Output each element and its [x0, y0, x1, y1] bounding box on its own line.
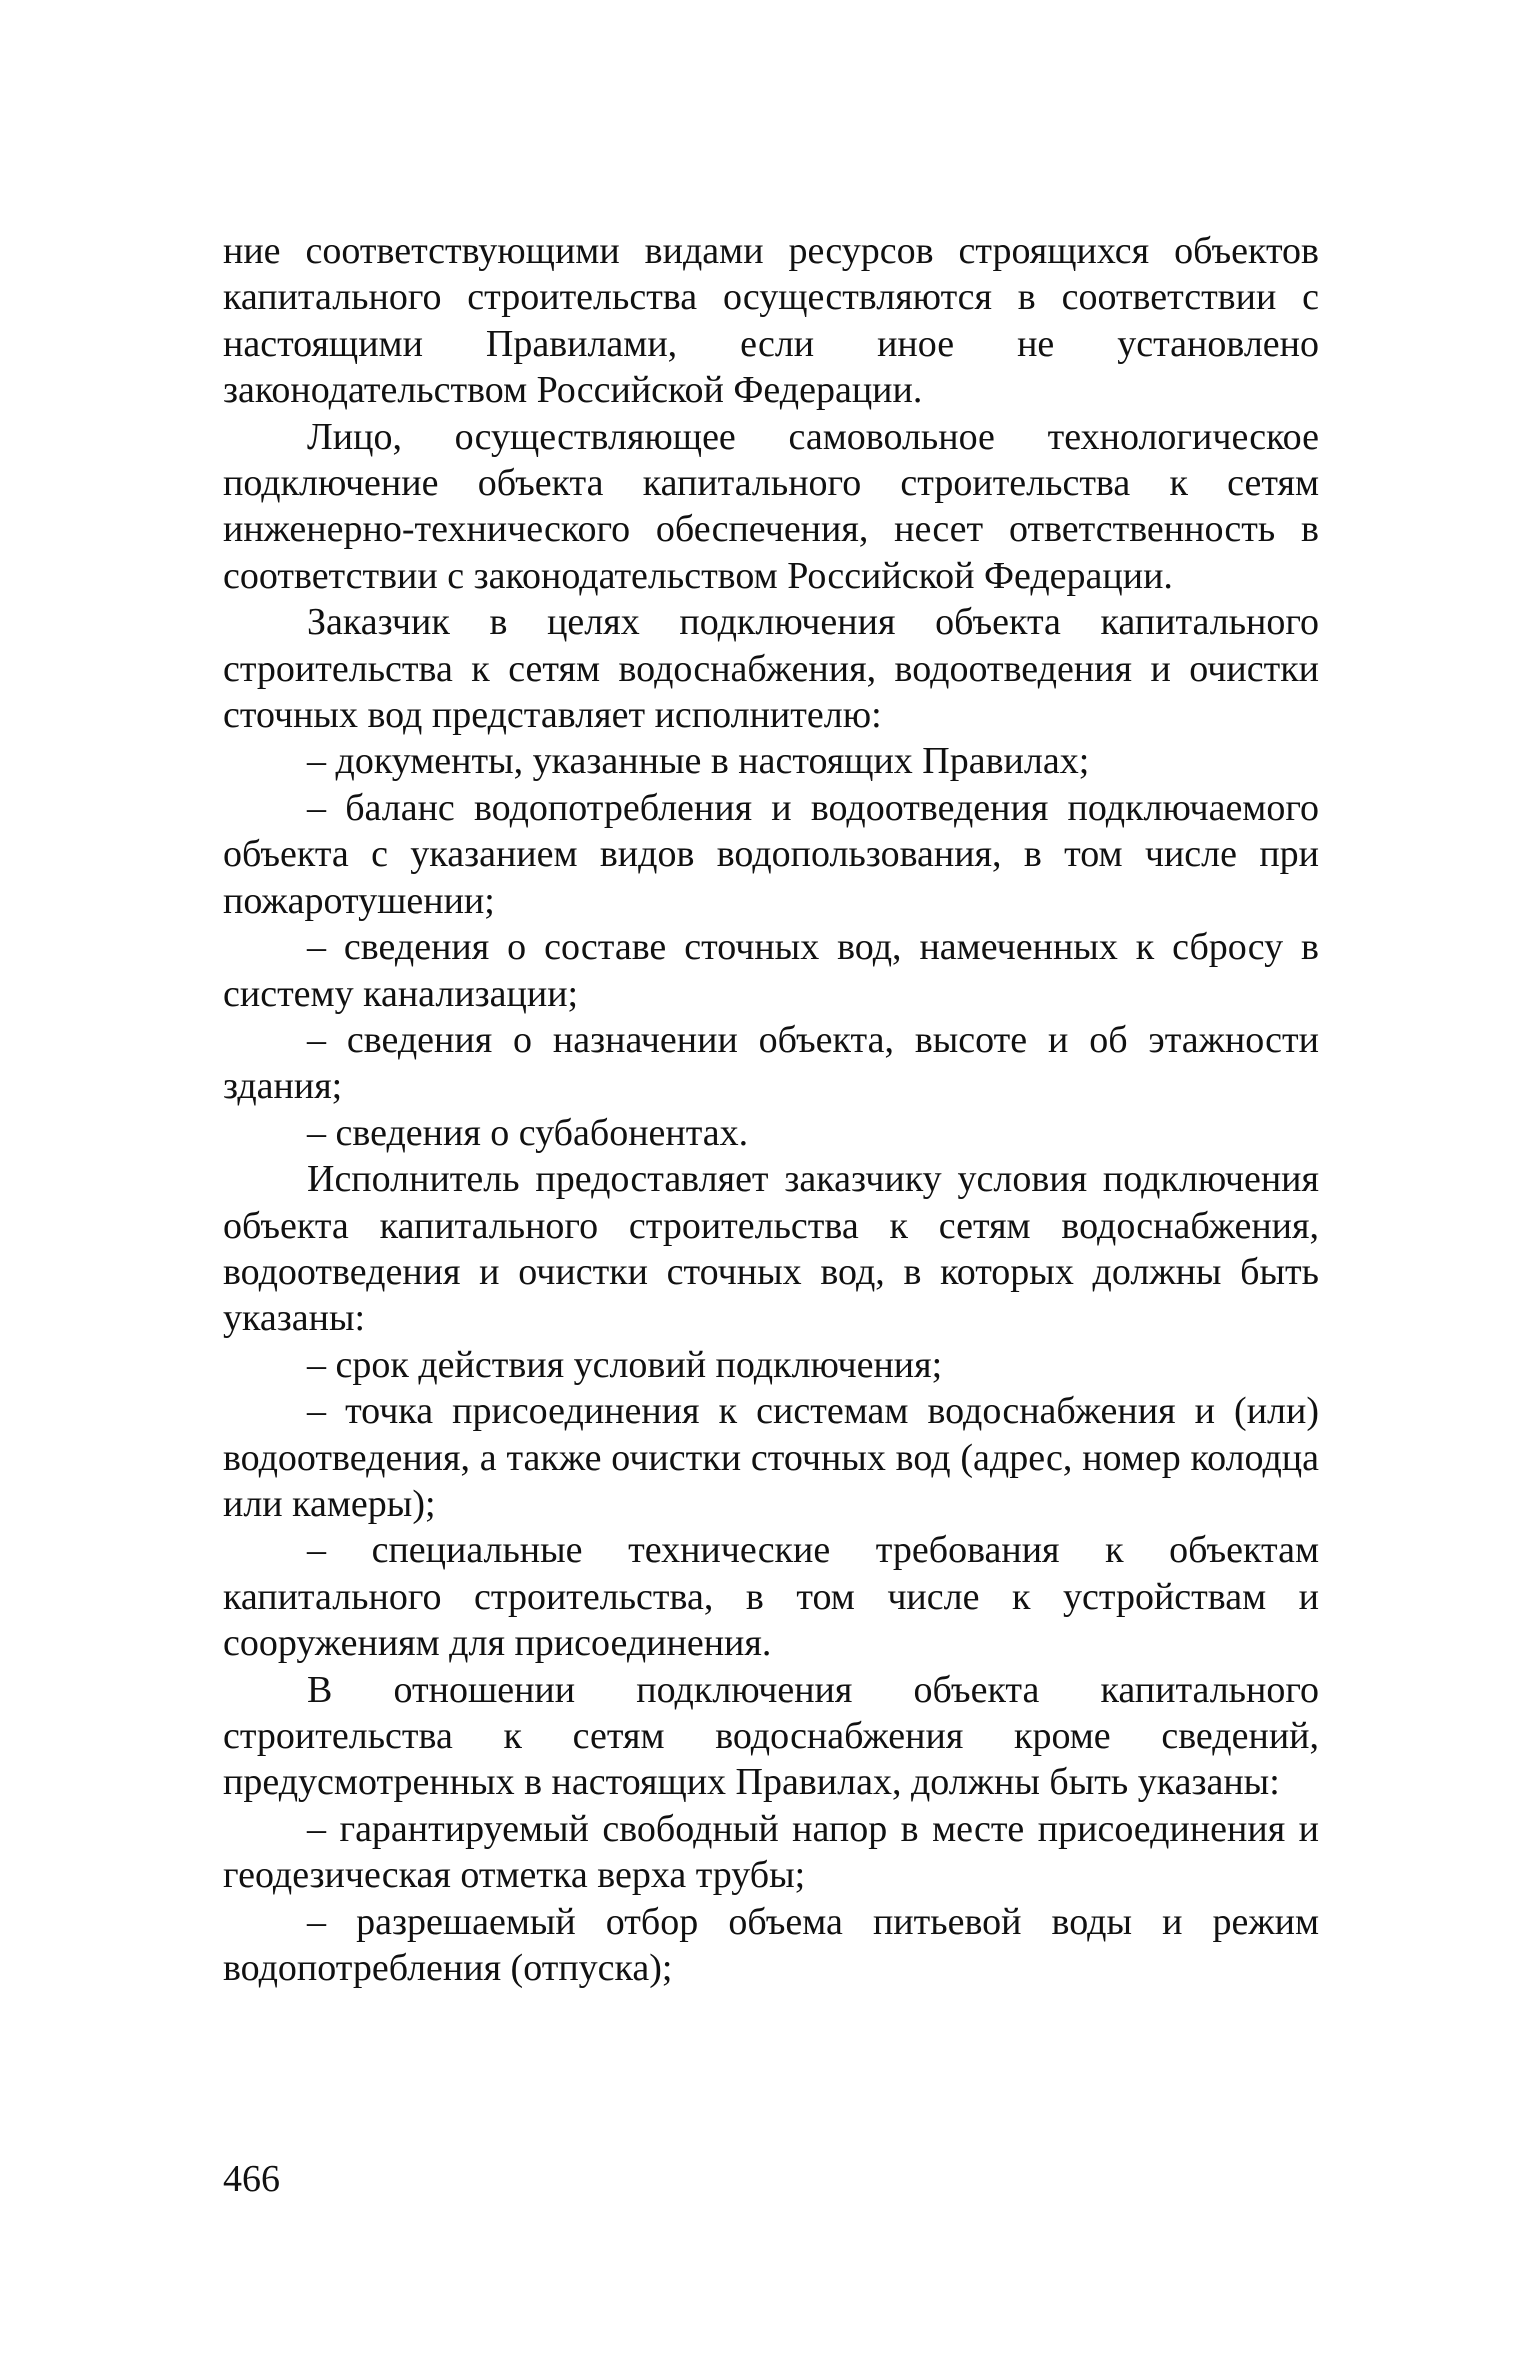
list-item: – точка присоединения к системам водоснабжения и (или) водоотведения, а также очистки сточных вод (адрес, номер колодца или камеры); [223, 1390, 1319, 1525]
list-item: – срок действия условий подключения; [307, 1343, 943, 1386]
list-item: – сведения о субабонентах. [307, 1111, 749, 1154]
list-item: – гарантируемый свободный напор в месте присоединения и геодезическая отметка верха трубы; [223, 1807, 1319, 1897]
page-body [223, 228, 1319, 1991]
paragraph: Лицо, осуществляющее самовольное технологическое подключение объекта капитального строительства к сетям инженерно-технического обеспечения, несет ответственность в соответствии с законодательством Российской Федерации. [223, 415, 1319, 597]
paragraph: ние соответствующими видами ресурсов строящихся объектов капитального строительства осуществляются в соответствии с настоящими Правилами, если иное не установлено законодательством Российской Федерации. [223, 230, 1319, 412]
list-item: – разрешаемый отбор объема питьевой воды и режим водопотребления (отпуска); [223, 1900, 1319, 1990]
list-item: – сведения о составе сточных вод, намеченных к сбросу в систему канализации; [223, 926, 1319, 1015]
page-number: 466 [223, 2158, 280, 2200]
list-item: – баланс водопотребления и водоотведения подключаемого объекта с указанием видов водопользования, в том числе при пожаротушении; [223, 786, 1319, 922]
paragraph: Исполнитель предоставляет заказчику условия подключения объекта капитального строительства к сетям водоснабжения, водоотведения и очистки сточных вод, в которых должны быть указаны: [223, 1158, 1319, 1340]
list-item: – сведения о назначении объекта, высоте и об этажности здания; [223, 1018, 1319, 1108]
paragraph: В отношении подключения объекта капитального строительства к сетям водоснабжения кроме сведений, предусмотренных в настоящих Правилах, должны быть указаны: [223, 1668, 1319, 1804]
list-item: – специальные технические требования к объектам капитального строительства, в том числе к устройствам и сооружениям для присоединения. [223, 1529, 1319, 1665]
paragraph: Заказчик в целях подключения объекта капитального строительства к сетям водоснабжения, водоотведения и очистки сточных вод представляет исполнителю: [223, 601, 1319, 737]
list-item: – документы, указанные в настоящих Правилах; [307, 740, 1090, 783]
